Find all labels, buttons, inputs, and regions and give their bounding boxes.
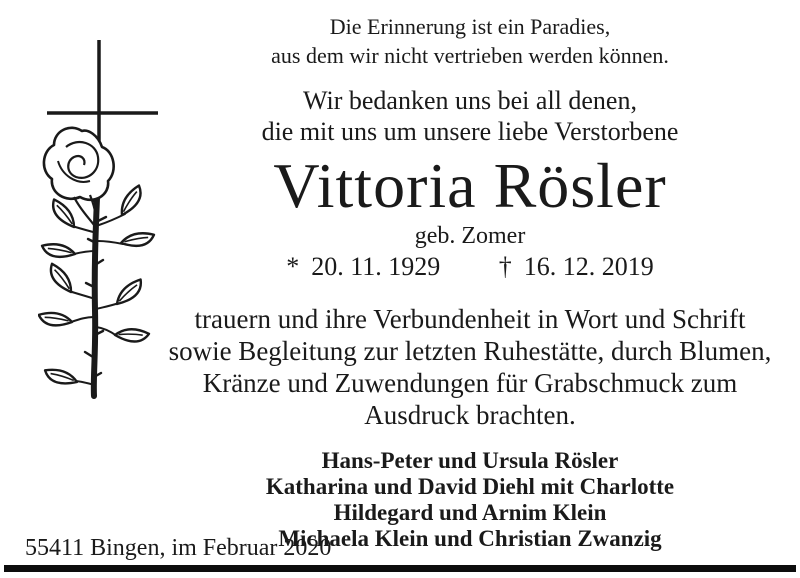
epigraph-line: Die Erinnerung ist ein Paradies, <box>329 14 611 39</box>
acknowledgement-line: Kränze und Zuwendungen für Grabschmuck zum <box>202 368 738 398</box>
birth-date-value: 20. 11. 1929 <box>311 252 441 281</box>
maiden-name: geb. Zomer <box>414 223 526 249</box>
acknowledgement-text <box>140 303 800 431</box>
notice-content <box>140 12 800 552</box>
thanks-line: Wir bedanken uns bei all denen, <box>303 86 637 115</box>
epigraph-line: aus dem wir nicht vertrieben werden können. <box>271 43 669 68</box>
mourner-name: Hildegard und Arnim Klein <box>333 500 607 525</box>
rose-stem <box>85 175 106 396</box>
thanks-text <box>140 85 800 147</box>
acknowledgement-line: Ausdruck brachten. <box>364 400 576 430</box>
birth-star-symbol: * <box>286 252 300 281</box>
epigraph <box>140 12 800 70</box>
life-dates <box>140 252 800 282</box>
place-and-date: 55411 Bingen, im Februar 2020 <box>25 535 332 561</box>
death-date <box>499 252 654 282</box>
mourner-name: Katharina und David Diehl mit Charlotte <box>265 474 675 499</box>
mourner-name: Michaela Klein und Christian Zwanzig <box>278 526 662 551</box>
mourner-name: Hans-Peter und Ursula Rösler <box>321 448 619 473</box>
death-cross-symbol: † <box>498 252 512 281</box>
acknowledgement-line: trauern und ihre Verbundenheit in Wort und Schrift <box>194 304 746 334</box>
deceased-name: Vittoria Rösler <box>273 150 667 221</box>
birth-date <box>286 252 440 282</box>
thanks-line: die mit uns um unsere liebe Verstorbene <box>261 117 679 146</box>
acknowledgement-line: sowie Begleitung zur letzten Ruhestätte, durch Blumen, <box>168 336 772 366</box>
bottom-border-rule <box>4 565 796 572</box>
death-date-value: 16. 12. 2019 <box>523 252 654 281</box>
